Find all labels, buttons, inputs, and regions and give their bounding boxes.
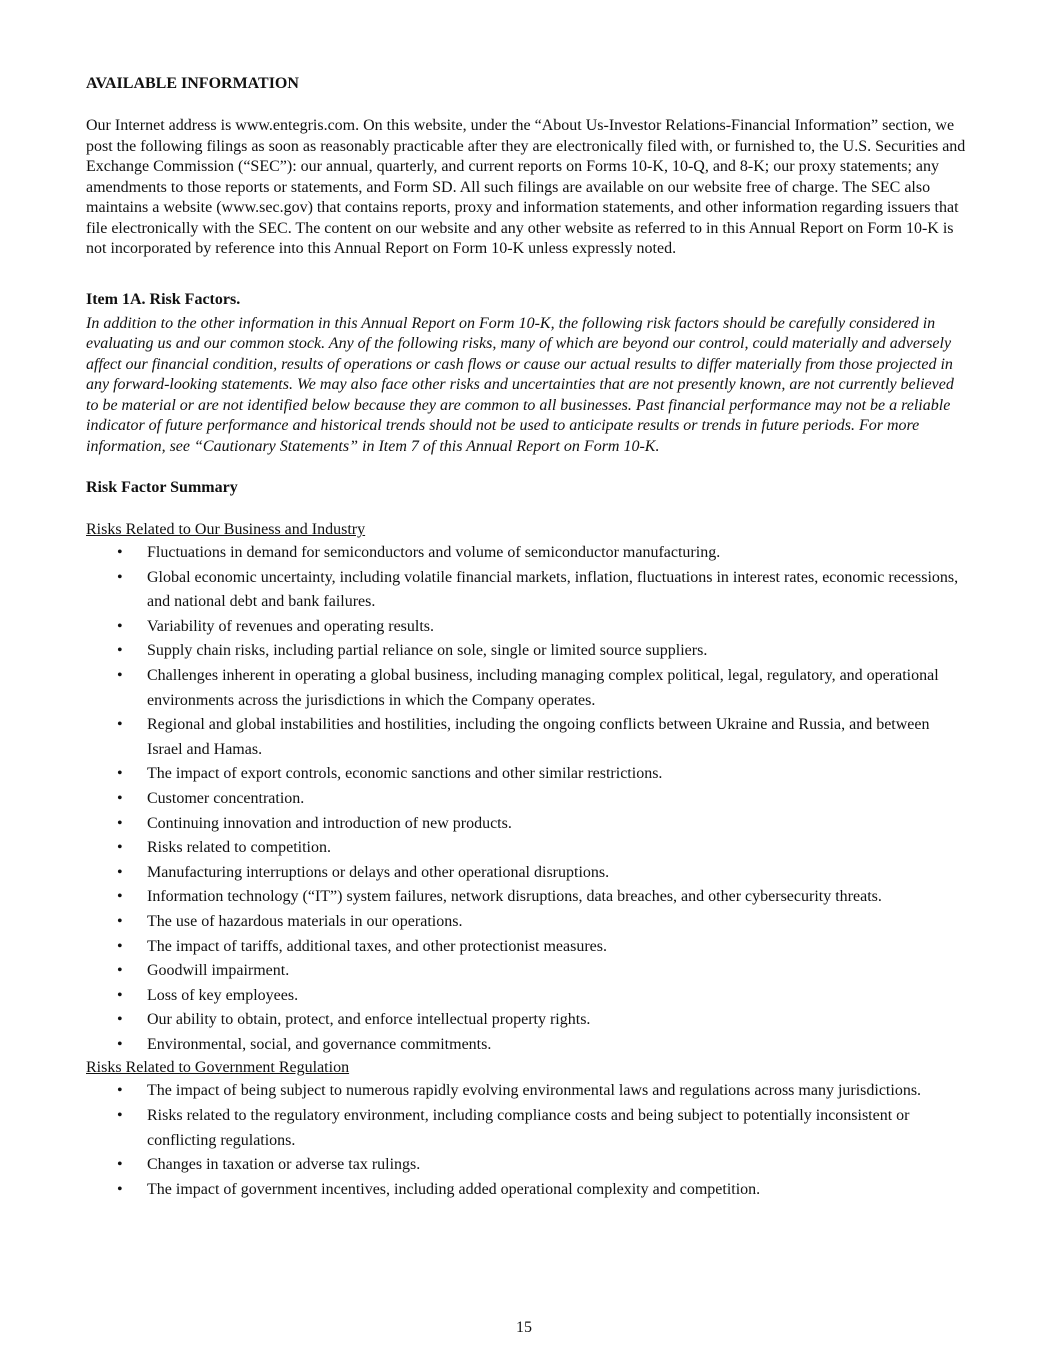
bullet-icon: • <box>117 617 123 635</box>
list-item-text: Supply chain risks, including partial reliance on sole, single or limited source suppliers. <box>147 642 708 660</box>
bullet-icon: • <box>117 765 123 783</box>
bullet-icon: • <box>117 1011 123 1029</box>
list-item-text: Customer concentration. <box>147 789 305 807</box>
list-item <box>117 1178 968 1203</box>
list-item-text: Challenges inherent in operating a global business, including managing complex political, legal, regulatory, and operational environments across the jurisdictions in which the Company operates. <box>147 666 939 709</box>
bullet-icon: • <box>117 1107 123 1125</box>
list-item <box>117 639 968 664</box>
bullet-icon: • <box>117 1180 123 1198</box>
bullet-icon: • <box>117 986 123 1004</box>
risk-factor-summary-heading: Risk Factor Summary <box>86 479 238 496</box>
list-item <box>117 713 968 762</box>
list-item-text: Risks related to competition. <box>147 839 331 857</box>
list-item <box>117 1104 968 1153</box>
bullet-icon: • <box>117 962 123 980</box>
list-item-text: Variability of revenues and operating results. <box>147 617 435 635</box>
bullet-icon: • <box>117 814 123 832</box>
list-item-text: Fluctuations in demand for semiconductors and volume of semiconductor manufacturing. <box>147 544 721 561</box>
list-item <box>117 935 968 960</box>
bullet-icon: • <box>117 1035 123 1053</box>
list-item-text: Changes in taxation or adverse tax rulings. <box>147 1156 421 1174</box>
bullet-icon: • <box>117 839 123 857</box>
government-risks-subheading: Risks Related to Government Regulation <box>86 1059 350 1077</box>
list-item <box>117 812 968 837</box>
list-item-text: Continuing innovation and introduction of new products. <box>147 814 512 832</box>
list-item <box>117 787 968 812</box>
list-item <box>117 541 968 566</box>
list-item <box>117 836 968 861</box>
bullet-icon: • <box>117 642 123 660</box>
list-item <box>117 762 968 787</box>
list-item-text: The impact of export controls, economic sanctions and other similar restrictions. <box>147 765 663 783</box>
bullet-icon: • <box>117 912 123 930</box>
list-item-text: Risks related to the regulatory environment, including compliance costs and being subject to potentially inconsistent or conflicting regulations. <box>147 1107 910 1149</box>
list-item-text: The impact of government incentives, including added operational complexity and competition. <box>147 1180 761 1198</box>
list-item-text: Regional and global instabilities and hostilities, including the ongoing conflicts between Ukraine and Russia, and between Israel and Hamas. <box>147 716 930 758</box>
available-information-heading: AVAILABLE INFORMATION <box>86 75 299 92</box>
list-item-text: Environmental, social, and governance commitments. <box>147 1035 492 1053</box>
list-item <box>117 959 968 984</box>
list-item <box>117 1153 968 1178</box>
list-item <box>117 664 968 713</box>
bullet-icon: • <box>117 888 123 906</box>
list-item <box>117 984 968 1009</box>
bullet-icon: • <box>117 544 123 561</box>
government-risks-list <box>86 1079 968 1202</box>
list-item-text: Loss of key employees. <box>147 986 299 1004</box>
bullet-icon: • <box>117 1156 123 1174</box>
list-item-text: Our ability to obtain, protect, and enforce intellectual property rights. <box>147 1011 591 1029</box>
bullet-icon: • <box>117 568 123 586</box>
page-number: 15 <box>516 1319 532 1336</box>
list-item-text: The use of hazardous materials in our operations. <box>147 912 463 930</box>
list-item <box>117 910 968 935</box>
list-item-text: Global economic uncertainty, including volatile financial markets, inflation, fluctuations in interest rates, economic recessions, and national debt and bank failures. <box>147 568 959 611</box>
list-item <box>117 566 968 615</box>
list-item <box>117 861 968 886</box>
document-page <box>86 74 968 1202</box>
business-risks-list <box>86 541 968 1057</box>
bullet-icon: • <box>117 666 123 684</box>
bullet-icon: • <box>117 863 123 881</box>
available-information-paragraph: Our Internet address is www.entegris.com. On this website, under the “About Us-Investor Relations-Financial Information” section, we post the following filings as soon as reasonably practicable after they are electronically filed with, or furnished to, the U.S. Securities and Exchange Commission (“SEC”): our annual, quarterly, and current reports on Forms 10-K, 10-Q, and 8-K; our proxy statements; any amendments to those reports or statements, and Form SD. All such filings are available on our website free of charge. The SEC also maintains a website (www.sec.gov) that contains reports, proxy and information statements, and other information regarding issuers that file electronically with the SEC. The content on our website and any other website as referred to in this Annual Report on Form 10-K is not incorporated by reference into this Annual Report on Form 10-K unless expressly noted. <box>86 117 966 257</box>
list-item <box>117 1079 968 1104</box>
bullet-icon: • <box>117 789 123 807</box>
list-item-text: The impact of being subject to numerous rapidly evolving environmental laws and regulations across many jurisdictions. <box>147 1082 922 1100</box>
list-item-text: Information technology (“IT”) system failures, network disruptions, data breaches, and other cybersecurity threats. <box>147 888 882 906</box>
list-item-text: The impact of tariffs, additional taxes, and other protectionist measures. <box>147 937 608 955</box>
list-item <box>117 1008 968 1033</box>
bullet-icon: • <box>117 1082 123 1100</box>
business-risks-subheading: Risks Related to Our Business and Industry <box>86 521 366 538</box>
list-item <box>117 885 968 910</box>
risk-factors-intro: In addition to the other information in this Annual Report on Form 10-K, the following risk factors should be carefully considered in evaluating us and our common stock. Any of the following risks, many of which are beyond our control, could materially and adversely affect our financial condition, results of operations or cash flows or cause our actual results to differ materially from those projected in any forward-looking statements. We may also face other risks and uncertainties that are not presently known, are not currently believed to be material or are not identified below because they are common to all businesses. Past financial performance may not be a reliable indicator of future performance and historical trends should not be used to anticipate results or trends in future periods. For more information, see “Cautionary Statements” in Item 7 of this Annual Report on Form 10-K. <box>86 314 954 455</box>
risk-factors-heading: Item 1A. Risk Factors. <box>86 290 241 308</box>
list-item <box>117 1033 968 1058</box>
list-item-text: Goodwill impairment. <box>147 962 290 980</box>
list-item-text: Manufacturing interruptions or delays and other operational disruptions. <box>147 863 610 881</box>
list-item <box>117 615 968 640</box>
bullet-icon: • <box>117 937 123 955</box>
bullet-icon: • <box>117 716 123 734</box>
